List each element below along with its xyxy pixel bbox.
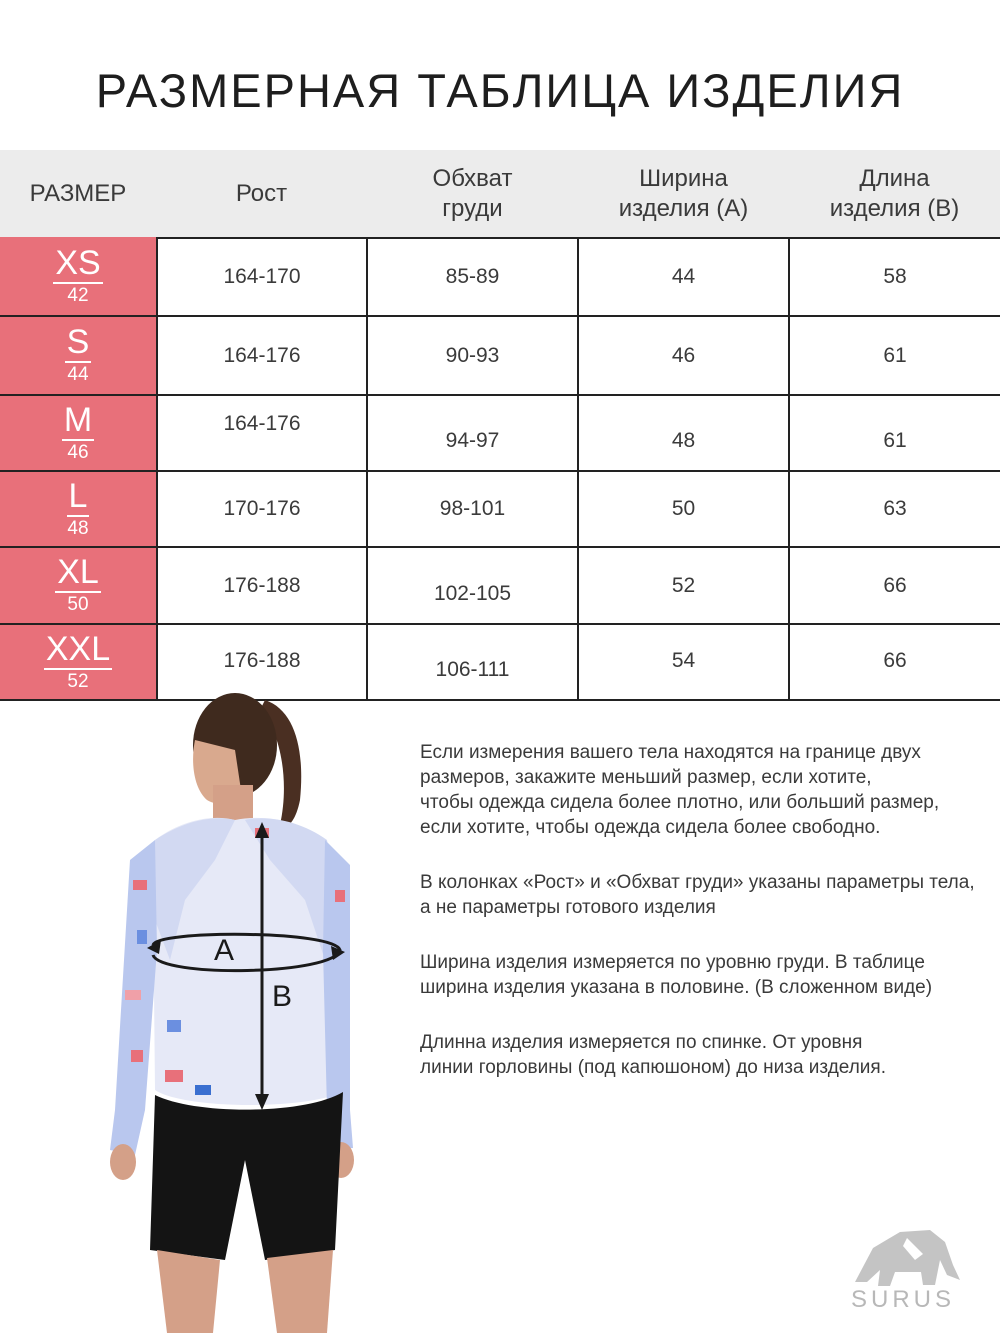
header-chest: Обхват груди [432, 164, 513, 222]
size-table [0, 150, 1000, 701]
cell-height: 164-170 [223, 265, 301, 288]
cell-width: 52 [671, 573, 696, 597]
label-a: A [214, 934, 235, 967]
cell-chest: 90-93 [445, 343, 500, 367]
page-title: РАЗМЕРНАЯ ТАБЛИЦА ИЗДЕЛИЯ [95, 63, 905, 117]
cell-height: 176-188 [223, 573, 301, 597]
cell-chest: 98-101 [439, 497, 506, 520]
note-1: Если измерения вашего тела находятся на границе двух размеров, закажите меньший размер, если хотите, чтобы одежда сидела более плотно, или больший размер, если хотите, чтобы одежда сидела более свободно. [420, 742, 940, 838]
size-letter: XL [57, 553, 99, 591]
size-number: 48 [67, 517, 89, 539]
cell-width: 54 [671, 649, 696, 672]
note-3: Ширина изделия измеряется по уровню груди. В таблице ширина изделия указана в половине. (В сложенном виде) [420, 952, 933, 998]
notes [420, 740, 990, 1110]
header-width: Ширина изделия (А) [618, 164, 749, 222]
cell-width: 44 [671, 265, 696, 288]
cell-length: 63 [883, 497, 907, 520]
size-number: 52 [67, 671, 89, 692]
cell-width: 46 [671, 343, 696, 367]
size-number: 46 [67, 441, 89, 463]
note-2: В колонках «Рост» и «Обхват груди» указаны параметры тела, а не параметры готового изделия [420, 872, 975, 918]
cell-length: 61 [883, 343, 907, 367]
cell-chest: 85-89 [445, 265, 500, 288]
size-cell-xs [0, 237, 156, 316]
header-size: РАЗМЕР [29, 179, 127, 207]
cell-height: 164-176 [223, 412, 301, 435]
cell-width: 48 [671, 429, 696, 452]
cell-height: 176-188 [223, 649, 301, 672]
cell-chest: 94-97 [445, 429, 500, 452]
header-length: Длина изделия (В) [829, 164, 960, 222]
cell-length: 61 [883, 429, 907, 452]
cell-height: 164-176 [223, 343, 301, 367]
size-letter: M [63, 400, 93, 439]
header-height: Рост [235, 179, 288, 207]
size-letter: XS [55, 244, 101, 282]
size-letter: XXL [45, 630, 111, 668]
cell-length: 66 [883, 573, 907, 597]
cell-height: 170-176 [223, 497, 301, 520]
table-header [0, 150, 1000, 237]
size-cell-s [0, 316, 156, 395]
brand-name: SURUS [850, 1286, 955, 1313]
cell-length: 66 [883, 649, 907, 672]
model-photo [95, 690, 395, 1333]
title-band [0, 0, 1000, 150]
cell-length: 58 [883, 265, 907, 288]
cell-chest: 102-105 [433, 582, 512, 605]
size-number: 50 [67, 594, 89, 615]
size-number: 44 [67, 364, 89, 385]
note-4: Длинна изделия измеряется по спинке. От уровня линии горловины (под капюшоном) до низа изделия. [420, 1032, 886, 1078]
size-letter: L [68, 476, 88, 515]
cell-chest: 106-111 [435, 657, 510, 681]
cell-width: 50 [671, 497, 696, 520]
label-b: B [272, 980, 293, 1013]
size-cell-xl [0, 547, 156, 624]
size-letter: S [66, 323, 90, 361]
size-cell-l [0, 471, 156, 547]
size-cell-m [0, 395, 156, 471]
grid-line [0, 394, 1000, 396]
size-number: 42 [67, 285, 89, 306]
